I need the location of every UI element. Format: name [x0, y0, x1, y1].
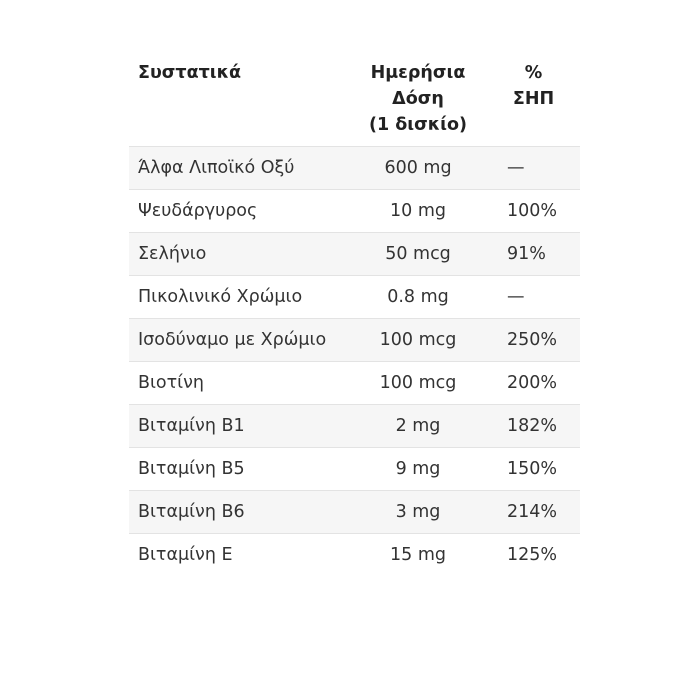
rda-cell: — — [507, 287, 525, 307]
dose-cell: 100 mcg — [379, 330, 457, 350]
header-ingredient: Συστατικά — [138, 63, 242, 83]
table-row — [129, 490, 580, 533]
rda-cell: 150% — [507, 459, 558, 479]
table-row — [129, 361, 580, 404]
rda-cell: 100% — [507, 201, 558, 221]
ingredient-cell: Άλφα Λιποϊκό Οξύ — [138, 158, 295, 178]
rda-cell: 91% — [507, 244, 546, 264]
ingredient-cell: Βιταμίνη Β6 — [138, 502, 245, 522]
ingredient-cell: Σελήνιο — [138, 244, 207, 264]
ingredient-cell: Ψευδάργυρος — [138, 201, 258, 221]
dose-cell: 2 mg — [395, 416, 441, 436]
header-rda-line: ΣΗΠ — [512, 89, 555, 109]
dose-cell: 9 mg — [395, 459, 441, 479]
dose-cell: 15 mg — [390, 545, 446, 565]
header-daily-dose-line: Δόση — [392, 89, 444, 109]
header-rda — [487, 54, 580, 146]
table-header-row — [129, 54, 580, 146]
ingredient-cell: Πικολινικό Χρώμιο — [138, 287, 303, 307]
table-row — [129, 146, 580, 189]
header-daily-dose-line: (1 δισκίο) — [368, 115, 467, 135]
rda-cell: — — [507, 158, 525, 178]
header-rda-line: % — [524, 63, 543, 83]
dose-cell: 0.8 mg — [387, 287, 449, 307]
table-row — [129, 275, 580, 318]
dose-cell: 10 mg — [390, 201, 446, 221]
table-row — [129, 232, 580, 275]
dose-cell: 50 mcg — [385, 244, 451, 264]
dose-cell: 100 mcg — [379, 373, 457, 393]
ingredient-cell: Βιοτίνη — [138, 373, 204, 393]
table-row — [129, 189, 580, 232]
rda-cell: 182% — [507, 416, 558, 436]
header-daily-dose — [349, 54, 487, 146]
table-row — [129, 318, 580, 361]
ingredient-cell: Βιταμίνη Β1 — [138, 416, 245, 436]
table-row — [129, 447, 580, 490]
rda-cell: 214% — [507, 502, 558, 522]
table-row — [129, 533, 580, 576]
table-row — [129, 404, 580, 447]
dose-cell: 3 mg — [395, 502, 441, 522]
rda-cell: 250% — [507, 330, 558, 350]
dose-cell: 600 mg — [384, 158, 452, 178]
header-daily-dose-line: Ημερήσια — [370, 63, 466, 83]
ingredient-cell: Βιταμίνη Ε — [138, 545, 233, 565]
ingredient-cell: Ισοδύναμο με Χρώμιο — [138, 330, 327, 350]
rda-cell: 125% — [507, 545, 558, 565]
ingredient-cell: Βιταμίνη Β5 — [138, 459, 245, 479]
rda-cell: 200% — [507, 373, 558, 393]
nutrition-table — [129, 54, 580, 576]
